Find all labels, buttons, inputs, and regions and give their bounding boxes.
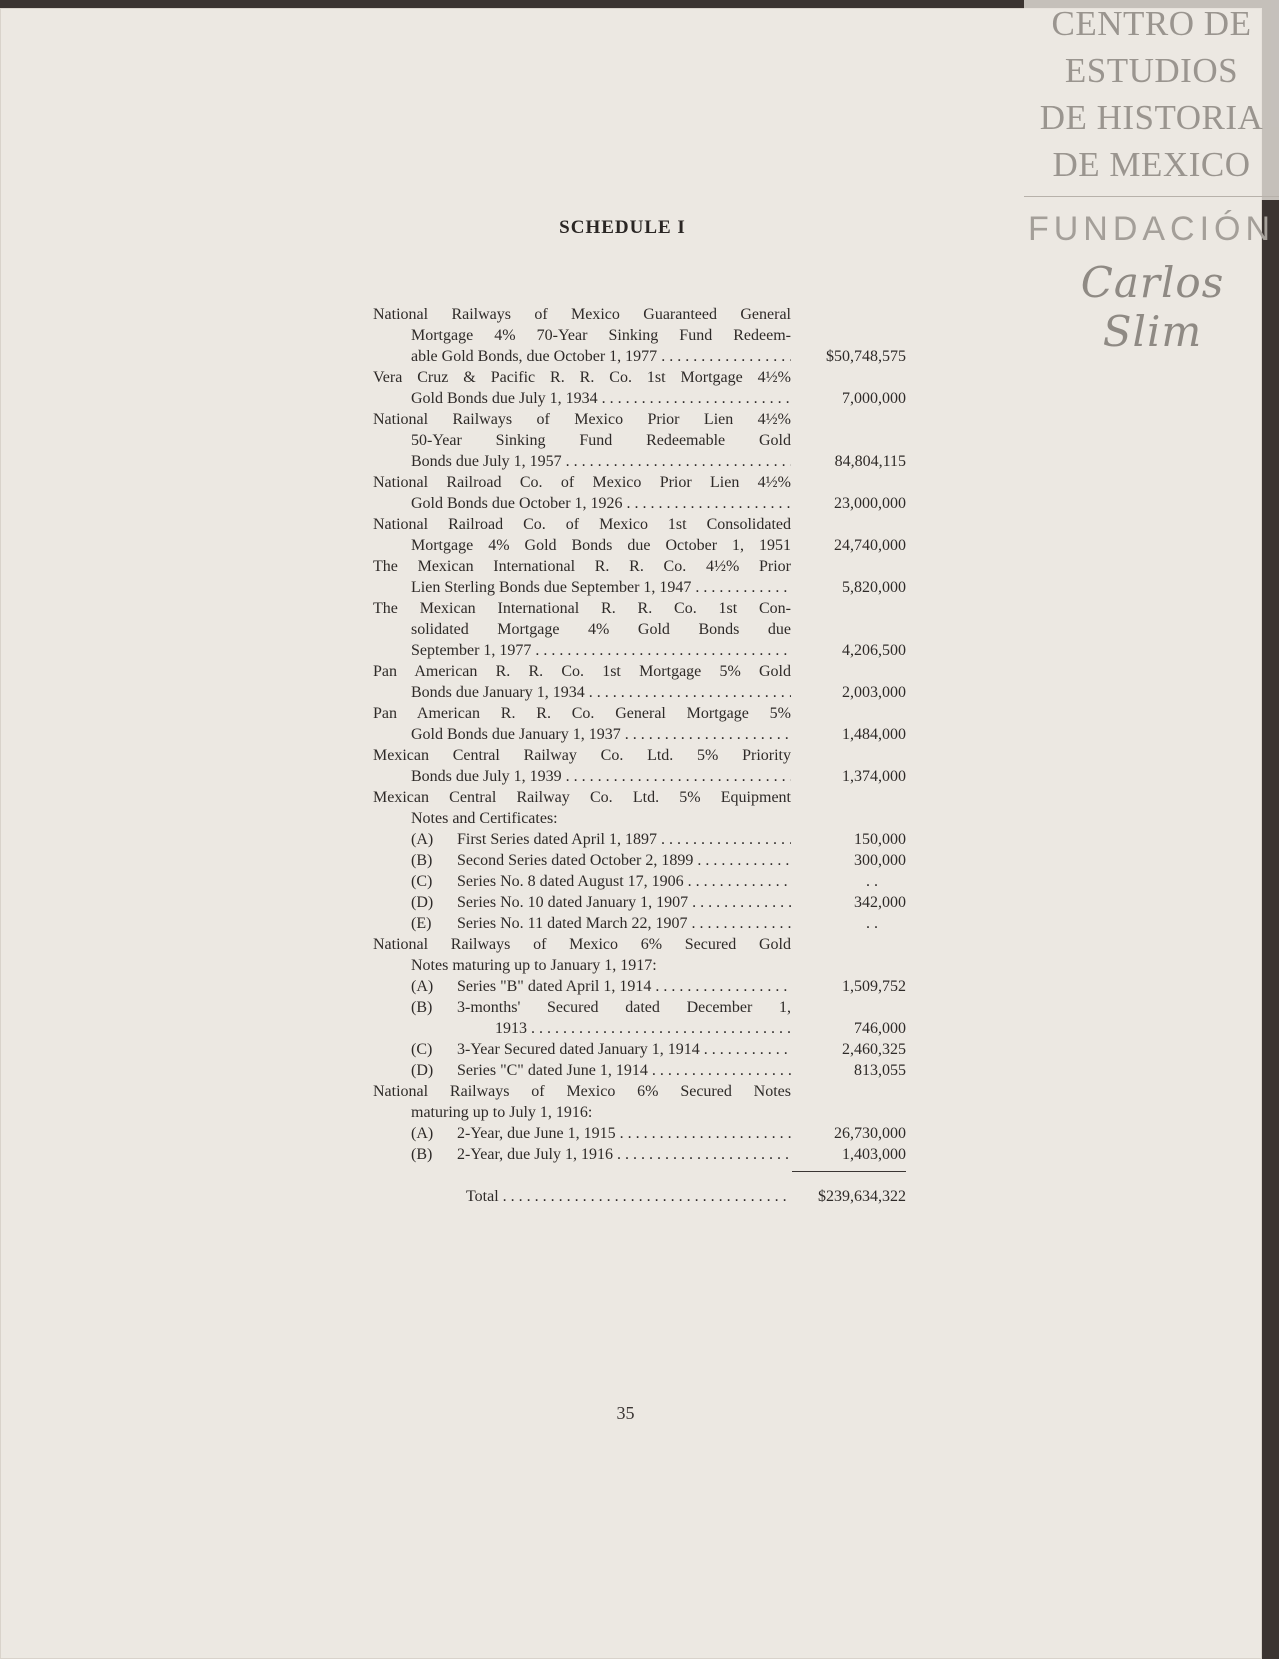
page-number: 35 [616, 1403, 635, 1423]
entry-amount: 24,740,000 [834, 537, 906, 554]
table-row [373, 682, 906, 703]
entry-amount: $50,748,575 [826, 348, 906, 365]
table-row [373, 1039, 906, 1060]
entry-text: National Railroad Co. of Mexico Prior Lien 4½% [373, 474, 791, 491]
watermark-fundacion: FUNDACIÓN [1027, 210, 1276, 248]
item-label: (E) [411, 915, 432, 932]
entry-text: Mortgage 4% Gold Bonds due October 1, 1951 [411, 537, 791, 554]
item-amount: 26,730,000 [834, 1125, 906, 1142]
entry-amount: 5,820,000 [842, 579, 906, 596]
table-row [373, 451, 906, 472]
total-rule [792, 1171, 906, 1172]
table-row [373, 871, 906, 892]
table-row [373, 892, 906, 913]
item-label: (C) [411, 873, 433, 890]
item-text: 3-Year Secured dated January 1, 1914 . . . [457, 1039, 791, 1060]
item-label: (A) [411, 831, 434, 848]
table-row [373, 976, 906, 997]
table-row [373, 367, 906, 388]
table-row [373, 997, 906, 1018]
table-row [373, 556, 906, 577]
entry-text: 50-Year Sinking Fund Redeemable Gold [411, 432, 791, 449]
entry-text: Bonds due July 1, 1939 . . . [411, 766, 791, 787]
entry-amount: 1,374,000 [842, 768, 906, 785]
item-text: 3-months' Secured dated December 1, [457, 999, 791, 1016]
table-row [373, 430, 906, 451]
entry-text: National Railways of Mexico Guaranteed General [373, 306, 791, 323]
entry-text: Pan American R. R. Co. 1st Mortgage 5% Gold [373, 663, 791, 680]
table-row [373, 514, 906, 535]
item-label: (A) [411, 978, 434, 995]
table-row [373, 913, 906, 934]
group-heading: Notes maturing up to January 1, 1917: [411, 957, 657, 974]
item-amount: 300,000 [854, 852, 906, 869]
entry-text: Mortgage 4% 70-Year Sinking Fund Redeem- [411, 327, 791, 344]
entry-text: Mexican Central Railway Co. Ltd. 5% Priority [373, 747, 791, 764]
table-row [373, 346, 906, 367]
watermark-line: DE MEXICO [1052, 145, 1251, 184]
watermark-centro [1024, 0, 1279, 200]
total-block [373, 1165, 906, 1186]
table-row [373, 472, 906, 493]
table-row [373, 598, 906, 619]
entry-text: Vera Cruz & Pacific R. R. Co. 1st Mortgage 4½% [373, 369, 791, 386]
item-amount: . . [866, 915, 878, 932]
table-row [373, 325, 906, 346]
watermark-line: CENTRO DE [1051, 4, 1252, 43]
table-row [373, 745, 906, 766]
table-row [373, 1060, 906, 1081]
table-row [373, 703, 906, 724]
total-row [373, 1186, 906, 1207]
group-heading: Mexican Central Railway Co. Ltd. 5% Equipment [373, 789, 791, 806]
item-text: First Series dated April 1, 1897 . . . [457, 829, 791, 850]
table-row [373, 934, 906, 955]
table-row [373, 661, 906, 682]
item-amount: 2,460,325 [842, 1041, 906, 1058]
entry-text: National Railroad Co. of Mexico 1st Consolidated [373, 516, 791, 533]
entry-amount: 7,000,000 [842, 390, 906, 407]
table-row [373, 1018, 906, 1039]
table-row [373, 304, 906, 325]
table-row [373, 829, 906, 850]
item-text: 1913 . . . [495, 1018, 791, 1039]
watermark-line: ESTUDIOS [1064, 51, 1239, 90]
entry-amount: 4,206,500 [842, 642, 906, 659]
table-row [373, 787, 906, 808]
item-amount: 342,000 [854, 894, 906, 911]
group-heading: National Railways of Mexico 6% Secured Notes [373, 1083, 791, 1100]
entry-amount: 2,003,000 [842, 684, 906, 701]
item-text: 2-Year, due June 1, 1915 . . . [457, 1123, 791, 1144]
table-row [373, 577, 906, 598]
schedule-title: SCHEDULE I [559, 217, 686, 238]
item-label: (B) [411, 1146, 433, 1163]
item-amount: 1,509,752 [842, 978, 906, 995]
table-row [373, 1144, 906, 1165]
table-row [373, 1081, 906, 1102]
total-amount: $239,634,322 [818, 1188, 906, 1205]
group-heading: maturing up to July 1, 1916: [411, 1104, 593, 1121]
item-label: (A) [411, 1125, 434, 1142]
table-row [373, 724, 906, 745]
item-text: Second Series dated October 2, 1899 . . . [457, 850, 791, 871]
item-label: (B) [411, 999, 433, 1016]
item-text: 2-Year, due July 1, 1916 . . . [457, 1144, 791, 1165]
table-row [373, 535, 906, 556]
table-row [373, 619, 906, 640]
item-amount: 746,000 [854, 1020, 906, 1037]
entry-text: The Mexican International R. R. Co. 1st Con- [373, 600, 791, 617]
group-heading: National Railways of Mexico 6% Secured Gold [373, 936, 791, 953]
entry-amount: 1,484,000 [842, 726, 906, 743]
table-row [373, 808, 906, 829]
group-heading: Notes and Certificates: [411, 810, 558, 827]
table-row [373, 640, 906, 661]
table-row [373, 409, 906, 430]
entry-text: National Railways of Mexico Prior Lien 4½% [373, 411, 791, 428]
entry-text: Pan American R. R. Co. General Mortgage 5% [373, 705, 791, 722]
table-row [373, 1123, 906, 1144]
item-amount: 1,403,000 [842, 1146, 906, 1163]
item-text: Series No. 8 dated August 17, 1906 . . . [457, 871, 791, 892]
table-row [373, 493, 906, 514]
item-text: Series No. 10 dated January 1, 1907 . . . [457, 892, 791, 913]
table-row [373, 1102, 906, 1123]
item-text: Series No. 11 dated March 22, 1907 . . . [457, 913, 791, 934]
watermark-line: DE HISTORIA [1039, 98, 1264, 137]
item-label: (D) [411, 1062, 434, 1079]
table-row [373, 850, 906, 871]
item-text: Series "C" dated June 1, 1914 . . . [457, 1060, 791, 1081]
entry-amount: 23,000,000 [834, 495, 906, 512]
watermark-signature: Carlos Slim [1080, 258, 1225, 356]
entry-text: September 1, 1977 . . . [411, 640, 791, 661]
item-amount: 813,055 [854, 1062, 906, 1079]
total-label: Total . . . [466, 1186, 791, 1207]
table-row [373, 766, 906, 787]
entry-text: Gold Bonds due July 1, 1934 . . . [411, 388, 791, 409]
item-amount: . . [866, 873, 878, 890]
entry-text: Gold Bonds due October 1, 1926 . . . [411, 493, 791, 514]
entry-text: Lien Sterling Bonds due September 1, 1947 . . . [411, 577, 791, 598]
item-label: (C) [411, 1041, 433, 1058]
table-row [373, 388, 906, 409]
entry-text: able Gold Bonds, due October 1, 1977 . . . [411, 346, 791, 367]
entry-text: solidated Mortgage 4% Gold Bonds due [411, 621, 791, 638]
table-row [373, 955, 906, 976]
entry-text: Bonds due July 1, 1957 . . . [411, 451, 791, 472]
item-label: (D) [411, 894, 434, 911]
entry-text: Gold Bonds due January 1, 1937 . . . [411, 724, 791, 745]
watermark-divider [1024, 196, 1279, 197]
item-label: (B) [411, 852, 433, 869]
schedule-table [373, 304, 906, 1207]
entry-text: Bonds due January 1, 1934 . . . [411, 682, 791, 703]
entry-amount: 84,804,115 [834, 453, 906, 470]
item-text: Series "B" dated April 1, 1914 . . . [457, 976, 791, 997]
entry-text: The Mexican International R. R. Co. 4½% Prior [373, 558, 791, 575]
item-amount: 150,000 [854, 831, 906, 848]
